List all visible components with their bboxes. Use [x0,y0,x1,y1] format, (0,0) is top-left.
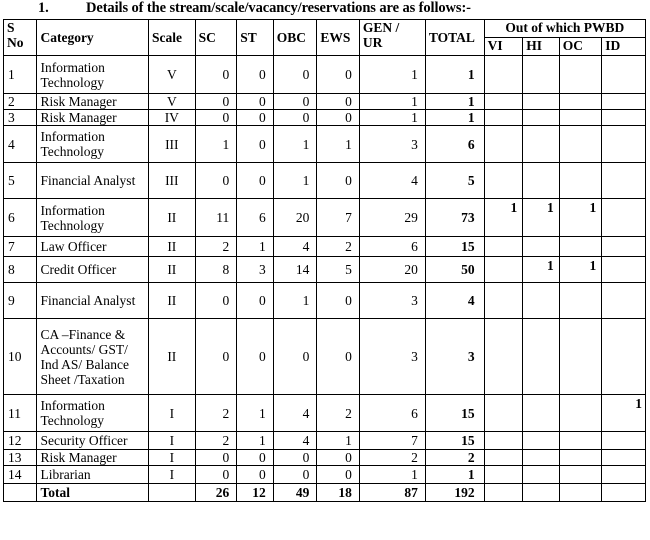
row-sc: 0 [195,163,237,199]
row-gen-ur: 3 [359,126,425,163]
total-vi [484,484,523,502]
row-sc: 0 [195,283,237,319]
row-category: Financial Analyst [37,283,149,319]
row-scale: II [149,319,196,395]
row-pwbd-hi [523,110,560,126]
row-category: Risk Manager [37,450,149,466]
row-total: 1 [425,466,484,484]
row-pwbd-vi [484,450,523,466]
section-title: Details of the stream/scale/vacancy/reservations are as follows:- [86,0,471,16]
row-total: 3 [425,319,484,395]
row-scale: II [149,257,196,283]
row-ews: 1 [317,126,360,163]
table-body [4,56,646,484]
table-row [4,450,646,466]
row-gen-ur: 20 [359,257,425,283]
row-pwbd-vi [484,319,523,395]
row-sc: 0 [195,110,237,126]
row-pwbd-oc [559,466,602,484]
row-pwbd-hi: 1 [523,257,560,283]
row-pwbd-id [602,432,646,450]
total-scale-cell [149,484,196,502]
row-category: Information Technology [37,126,149,163]
row-pwbd-hi [523,319,560,395]
row-pwbd-id [602,237,646,257]
row-total: 2 [425,450,484,466]
row-pwbd-hi [523,163,560,199]
row-st: 0 [237,56,274,94]
row-ews: 7 [317,199,360,237]
vacancy-table [3,19,646,502]
row-pwbd-oc [559,319,602,395]
row-category: Law Officer [37,237,149,257]
table-row [4,163,646,199]
row-pwbd-oc [559,110,602,126]
row-sno: 1 [4,56,37,94]
row-category: Information Technology [37,199,149,237]
row-st: 3 [237,257,274,283]
row-pwbd-id [602,257,646,283]
row-pwbd-oc [559,237,602,257]
row-ews: 0 [317,94,360,110]
section-heading [38,0,471,17]
row-pwbd-vi [484,466,523,484]
row-pwbd-id [602,199,646,237]
row-total: 6 [425,126,484,163]
row-pwbd-hi [523,432,560,450]
total-ews: 18 [317,484,360,502]
row-pwbd-id [602,283,646,319]
total-obc: 49 [273,484,317,502]
row-ews: 0 [317,283,360,319]
row-scale: I [149,395,196,432]
row-gen-ur: 1 [359,94,425,110]
row-obc: 0 [273,94,317,110]
row-pwbd-id [602,94,646,110]
row-obc: 4 [273,432,317,450]
header-obc: OBC [273,20,317,56]
row-scale: I [149,432,196,450]
row-ews: 1 [317,432,360,450]
row-category: CA –Finance & Accounts/ GST/ Ind AS/ Balance Sheet /Taxation [37,319,149,395]
row-scale: III [149,126,196,163]
header-id: ID [602,38,646,56]
row-st: 0 [237,94,274,110]
row-total: 50 [425,257,484,283]
row-pwbd-oc: 1 [559,257,602,283]
row-sc: 1 [195,126,237,163]
total-sno-cell [4,484,37,502]
row-pwbd-hi [523,237,560,257]
header-total: TOTAL [425,20,484,56]
table-row [4,126,646,163]
row-gen-ur: 3 [359,283,425,319]
table-row [4,110,646,126]
row-scale: III [149,163,196,199]
row-category: Risk Manager [37,94,149,110]
total-sc: 26 [195,484,237,502]
row-st: 0 [237,126,274,163]
row-pwbd-id [602,163,646,199]
row-pwbd-oc [559,395,602,432]
row-st: 0 [237,319,274,395]
row-pwbd-vi [484,110,523,126]
row-sno: 3 [4,110,37,126]
row-pwbd-id [602,56,646,94]
row-total: 4 [425,283,484,319]
row-pwbd-oc [559,126,602,163]
row-st: 0 [237,163,274,199]
row-obc: 1 [273,283,317,319]
row-category: Information Technology [37,56,149,94]
row-ews: 2 [317,395,360,432]
total-total: 192 [425,484,484,502]
row-pwbd-id [602,110,646,126]
row-ews: 0 [317,56,360,94]
row-sno: 8 [4,257,37,283]
row-gen-ur: 1 [359,466,425,484]
row-pwbd-id [602,450,646,466]
row-sno: 12 [4,432,37,450]
row-pwbd-id [602,126,646,163]
row-obc: 4 [273,237,317,257]
row-total: 1 [425,94,484,110]
row-sc: 8 [195,257,237,283]
total-row [4,484,646,502]
row-pwbd-vi [484,395,523,432]
header-st: ST [237,20,274,56]
table-row [4,56,646,94]
row-pwbd-id: 1 [602,395,646,432]
row-ews: 0 [317,450,360,466]
row-total: 1 [425,56,484,94]
row-st: 0 [237,450,274,466]
row-pwbd-hi [523,466,560,484]
row-pwbd-hi [523,94,560,110]
row-total: 5 [425,163,484,199]
row-sno: 5 [4,163,37,199]
header-ews: EWS [317,20,360,56]
row-scale: II [149,199,196,237]
row-obc: 0 [273,450,317,466]
row-pwbd-oc [559,283,602,319]
row-pwbd-vi: 1 [484,199,523,237]
total-st: 12 [237,484,274,502]
row-sc: 11 [195,199,237,237]
row-total: 1 [425,110,484,126]
row-obc: 20 [273,199,317,237]
row-scale: IV [149,110,196,126]
row-sc: 0 [195,450,237,466]
row-sc: 2 [195,432,237,450]
table-row [4,257,646,283]
row-obc: 0 [273,319,317,395]
header-sno: S No [4,20,37,56]
row-st: 1 [237,432,274,450]
header-sc: SC [195,20,237,56]
row-pwbd-id [602,319,646,395]
row-pwbd-vi [484,94,523,110]
row-st: 1 [237,237,274,257]
row-sno: 6 [4,199,37,237]
row-pwbd-hi [523,126,560,163]
row-ews: 0 [317,110,360,126]
row-pwbd-vi [484,257,523,283]
table-row [4,199,646,237]
row-obc: 4 [273,395,317,432]
table-row [4,94,646,110]
row-obc: 0 [273,466,317,484]
row-st: 0 [237,110,274,126]
row-category: Financial Analyst [37,163,149,199]
row-ews: 0 [317,163,360,199]
row-sc: 2 [195,395,237,432]
row-scale: V [149,94,196,110]
row-scale: I [149,466,196,484]
row-sno: 10 [4,319,37,395]
row-scale: II [149,283,196,319]
header-hi: HI [523,38,560,56]
total-id [602,484,646,502]
row-sno: 14 [4,466,37,484]
row-sno: 2 [4,94,37,110]
header-gen-ur: GEN / UR [359,20,425,56]
row-sno: 7 [4,237,37,257]
row-gen-ur: 1 [359,110,425,126]
table-row [4,319,646,395]
row-total: 73 [425,199,484,237]
row-pwbd-oc [559,450,602,466]
row-gen-ur: 2 [359,450,425,466]
row-gen-ur: 4 [359,163,425,199]
header-vi: VI [484,38,523,56]
row-ews: 5 [317,257,360,283]
header-pwbd: Out of which PWBD [484,20,645,38]
table-row [4,466,646,484]
row-pwbd-vi [484,56,523,94]
row-pwbd-id [602,466,646,484]
row-scale: V [149,56,196,94]
row-sc: 0 [195,466,237,484]
row-gen-ur: 7 [359,432,425,450]
row-pwbd-vi [484,432,523,450]
row-sc: 0 [195,56,237,94]
row-sno: 4 [4,126,37,163]
row-pwbd-oc [559,94,602,110]
row-category: Risk Manager [37,110,149,126]
row-gen-ur: 6 [359,395,425,432]
header-oc: OC [559,38,602,56]
row-pwbd-hi [523,283,560,319]
row-ews: 0 [317,466,360,484]
row-pwbd-hi [523,395,560,432]
row-category: Credit Officer [37,257,149,283]
table-row [4,283,646,319]
row-category: Security Officer [37,432,149,450]
row-total: 15 [425,395,484,432]
row-gen-ur: 29 [359,199,425,237]
header-category: Category [37,20,149,56]
total-label: Total [37,484,149,502]
row-scale: II [149,237,196,257]
row-pwbd-vi [484,126,523,163]
row-total: 15 [425,432,484,450]
row-pwbd-oc [559,432,602,450]
table-row [4,432,646,450]
row-st: 1 [237,395,274,432]
row-obc: 1 [273,126,317,163]
row-pwbd-hi: 1 [523,199,560,237]
row-pwbd-hi [523,56,560,94]
row-category: Librarian [37,466,149,484]
row-pwbd-vi [484,237,523,257]
row-pwbd-hi [523,450,560,466]
row-ews: 0 [317,319,360,395]
section-number: 1. [38,0,49,16]
row-gen-ur: 6 [359,237,425,257]
row-sno: 13 [4,450,37,466]
row-sc: 2 [195,237,237,257]
row-gen-ur: 3 [359,319,425,395]
row-st: 0 [237,283,274,319]
row-obc: 14 [273,257,317,283]
table-row [4,237,646,257]
row-pwbd-oc [559,163,602,199]
header-scale: Scale [149,20,196,56]
row-st: 0 [237,466,274,484]
row-sc: 0 [195,319,237,395]
row-obc: 0 [273,56,317,94]
row-obc: 1 [273,163,317,199]
row-st: 6 [237,199,274,237]
row-pwbd-vi [484,163,523,199]
row-pwbd-oc: 1 [559,199,602,237]
table-row [4,395,646,432]
total-gen: 87 [359,484,425,502]
row-gen-ur: 1 [359,56,425,94]
total-oc [559,484,602,502]
row-sc: 0 [195,94,237,110]
row-total: 15 [425,237,484,257]
row-sno: 9 [4,283,37,319]
row-category: Information Technology [37,395,149,432]
row-ews: 2 [317,237,360,257]
row-pwbd-vi [484,283,523,319]
row-obc: 0 [273,110,317,126]
row-pwbd-oc [559,56,602,94]
row-sno: 11 [4,395,37,432]
row-scale: I [149,450,196,466]
total-hi [523,484,560,502]
